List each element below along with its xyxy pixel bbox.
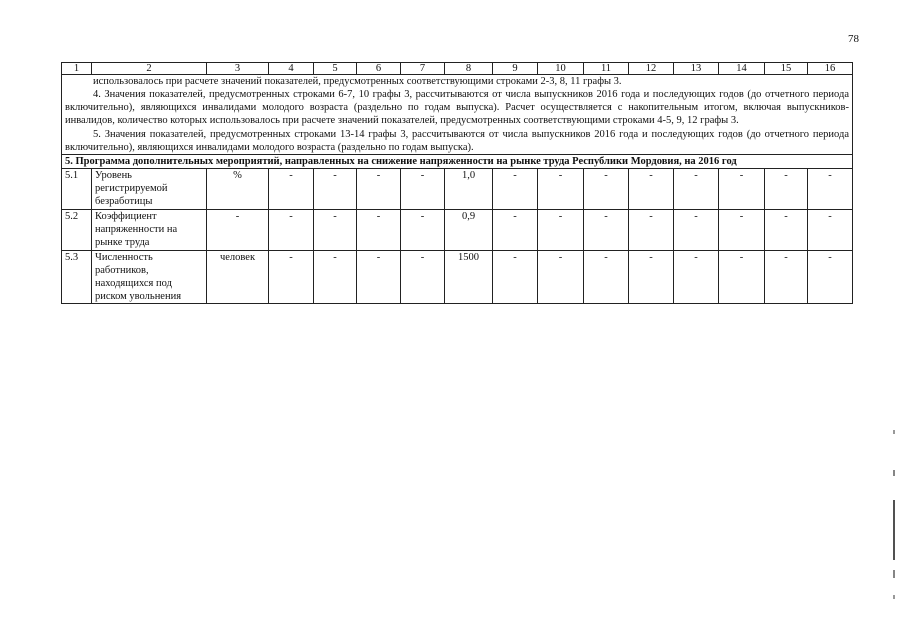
value-cell: - [719,209,765,250]
value-cell: - [269,250,314,304]
indicator-name-line: Численность работников, находящихся под [95,251,172,290]
column-number: 14 [719,63,765,75]
section-header-row [62,154,853,168]
value-cell: - [719,168,765,209]
value-cell: - [808,209,853,250]
value-cell: - [629,168,674,209]
row-number: 5.2 [62,209,92,250]
row-number: 5.1 [62,168,92,209]
column-number: 15 [765,63,808,75]
value-cell: - [357,250,401,304]
indicator-name [92,209,207,250]
row-number: 5.3 [62,250,92,304]
value-cell: - [493,168,538,209]
scan-edge-marks [893,430,896,610]
value-cell: - [674,168,719,209]
table-row [62,168,853,209]
value-cell: - [314,250,357,304]
value-cell: - [674,209,719,250]
indicator-name-line: риском увольнения [95,291,182,303]
column-number: 2 [92,63,207,75]
value-cell: - [719,250,765,304]
column-number: 8 [445,63,493,75]
column-number: 12 [629,63,674,75]
note-paragraph-5: 5. Значения показателей, предусмотренных строками 13-14 графы 3, рассчитываются от числа выпускников 2016 года и последующих годов (до отчетного периода включительно), являющихся инвалидами молодого возраста (раздельно по годам выпуска). [65,128,849,153]
value-cell: - [538,209,584,250]
indicators-table [61,62,853,304]
value-cell: - [401,209,445,250]
column-number: 4 [269,63,314,75]
value-cell: - [808,250,853,304]
value-cell: - [629,250,674,304]
unit-cell: % [207,168,269,209]
value-cell: - [765,168,808,209]
table-row [62,209,853,250]
indicator-name-line: рынке труда [95,237,150,249]
indicator-name [92,250,207,304]
value-cell: 1500 [445,250,493,304]
column-number: 9 [493,63,538,75]
value-cell: - [765,209,808,250]
section-title: 5. Программа дополнительных мероприятий, направленных на снижение напряженности на рынке труда Республики Мордовия, на 2016 год [62,154,853,168]
column-number: 3 [207,63,269,75]
value-cell: - [357,168,401,209]
column-number: 10 [538,63,584,75]
value-cell: - [269,209,314,250]
value-cell: - [765,250,808,304]
value-cell: - [314,168,357,209]
value-cell: 0,9 [445,209,493,250]
notes-row [62,75,853,155]
column-number: 1 [62,63,92,75]
value-cell: - [493,209,538,250]
column-number: 5 [314,63,357,75]
value-cell: - [538,250,584,304]
value-cell: - [808,168,853,209]
value-cell: - [269,168,314,209]
column-number: 13 [674,63,719,75]
column-number: 11 [584,63,629,75]
value-cell: - [629,209,674,250]
notes-cell [62,75,853,155]
note-paragraph-4: 4. Значения показателей, предусмотренных строками 6-7, 10 графы 3, рассчитываются от числа выпускников 2016 года и последующих годов (до отчетного периода включительно), являющихся инвалидами молодого возраста (раздельно по годам выпуска). Расчет осуществляется с накопительным итогом, включая выпускников-инвалидов, количество которых использовалось при расчете значений показателей, предусмотренных соответствующими строками 4-5, 9, 12 графы 3. [65,89,849,127]
column-number: 6 [357,63,401,75]
value-cell: - [584,168,629,209]
value-cell: - [401,250,445,304]
table-row [62,250,853,304]
value-cell: - [314,209,357,250]
value-cell: 1,0 [445,168,493,209]
value-cell: - [357,209,401,250]
value-cell: - [584,250,629,304]
value-cell: - [584,209,629,250]
value-cell: - [674,250,719,304]
value-cell: - [401,168,445,209]
indicator-name-line: безработицы [95,196,153,208]
page-number: 78 [848,33,859,45]
note-line-1: использовалось при расчете значений показателей, предусмотренных соответствующими строками 2-3, 8, 11 графы 3. [93,76,622,87]
column-number-row [62,63,853,75]
indicator-name-line: Коэффициент напряженности на [95,210,178,235]
column-number: 16 [808,63,853,75]
value-cell: - [538,168,584,209]
unit-cell: - [207,209,269,250]
unit-cell: человек [207,250,269,304]
column-number: 7 [401,63,445,75]
indicator-name [92,168,207,209]
indicator-name-line: Уровень регистрируемой [95,169,168,194]
value-cell: - [493,250,538,304]
